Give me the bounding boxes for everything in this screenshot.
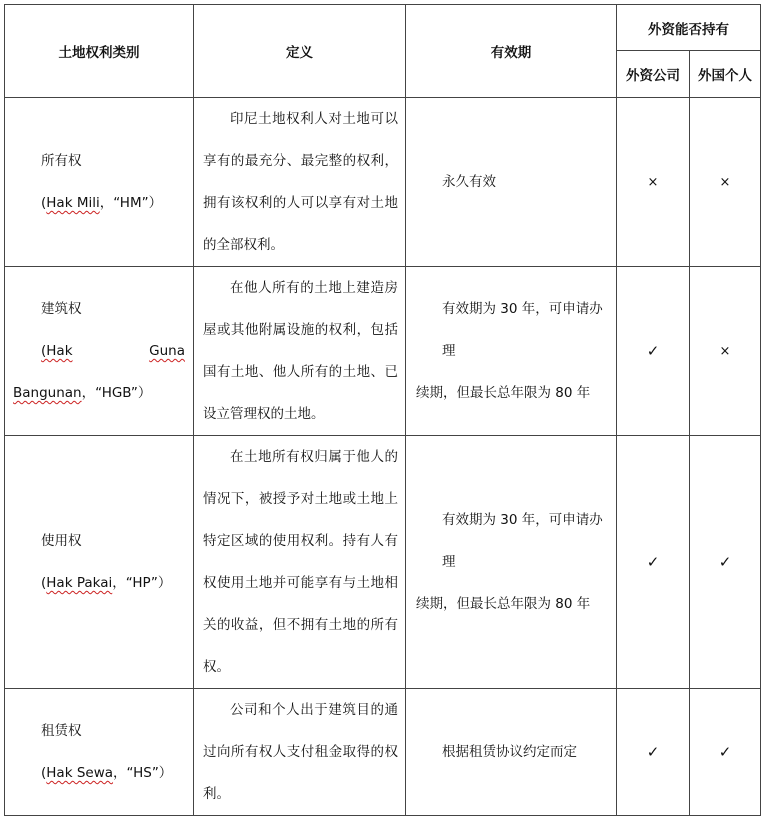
definition-text: 印尼土地权利人对土地可以享有的最充分、最完整的权利，拥有该权利的人可以享有对土地的全部权利。 bbox=[203, 111, 398, 253]
validity-line1: 有效期为 30 年，可申请办理 bbox=[442, 301, 603, 359]
header-category: 土地权利类别 bbox=[5, 5, 194, 98]
individual-eligibility: × bbox=[690, 267, 761, 436]
individual-eligibility: × bbox=[690, 98, 761, 267]
validity-text: 根据租赁协议约定而定 bbox=[442, 744, 577, 760]
definition-text: 在他人所有的土地上建造房屋或其他附属设施的权利，包括国有土地、他人所有的土地、已设立管理权的土地。 bbox=[203, 280, 398, 422]
category-abbr-line1: (Hak Guna bbox=[41, 343, 185, 359]
category-name: 使用权 bbox=[41, 533, 82, 549]
definition-cell bbox=[194, 436, 406, 689]
latin-term: Hak Pakai bbox=[46, 575, 113, 591]
company-eligibility: ✓ bbox=[617, 436, 690, 689]
definition-text: 在土地所有权归属于他人的情况下，被授予对土地或土地上特定区域的使用权利。持有人有权使用土地并可能享有与土地相关的收益，但不拥有土地的所有权。 bbox=[203, 449, 398, 675]
table-row bbox=[5, 267, 761, 436]
validity-line2: 续期，但最长总年限为 80 年 bbox=[416, 385, 591, 401]
validity-cell bbox=[406, 98, 617, 267]
header-foreign-company: 外资公司 bbox=[617, 51, 690, 98]
validity-cell bbox=[406, 436, 617, 689]
category-abbr: (Hak Sewa，“HS”） bbox=[41, 765, 173, 781]
category-cell bbox=[5, 98, 194, 267]
company-eligibility: ✓ bbox=[617, 267, 690, 436]
latin-term: Hak Mili bbox=[46, 195, 100, 211]
validity-line1: 有效期为 30 年，可申请办理 bbox=[442, 512, 603, 570]
company-eligibility: × bbox=[617, 98, 690, 267]
definition-cell bbox=[194, 267, 406, 436]
category-cell bbox=[5, 436, 194, 689]
category-cell bbox=[5, 689, 194, 816]
latin-term: Bangunan bbox=[13, 385, 82, 401]
header-foreign-individual: 外国个人 bbox=[690, 51, 761, 98]
header-definition: 定义 bbox=[194, 5, 406, 98]
land-rights-table bbox=[4, 4, 761, 816]
category-cell bbox=[5, 267, 194, 436]
category-abbr: (Hak Mili，“HM”） bbox=[41, 195, 163, 211]
header-foreign-group: 外资能否持有 bbox=[617, 5, 761, 51]
category-abbr-line2: Bangunan，“HGB”） bbox=[13, 385, 152, 401]
category-abbr: (Hak Pakai，“HP”） bbox=[41, 575, 172, 591]
definition-text: 公司和个人出于建筑目的通过向所有权人支付租金取得的权利。 bbox=[203, 702, 398, 802]
table-row bbox=[5, 98, 761, 267]
latin-term: Hak Sewa bbox=[46, 765, 114, 781]
header-validity: 有效期 bbox=[406, 5, 617, 98]
validity-text: 永久有效 bbox=[442, 174, 496, 190]
individual-eligibility: ✓ bbox=[690, 436, 761, 689]
validity-cell bbox=[406, 267, 617, 436]
validity-cell bbox=[406, 689, 617, 816]
category-name: 所有权 bbox=[41, 153, 82, 169]
definition-cell bbox=[194, 689, 406, 816]
table-row bbox=[5, 689, 761, 816]
category-name: 建筑权 bbox=[41, 301, 82, 317]
category-name: 租赁权 bbox=[41, 723, 82, 739]
table-row bbox=[5, 436, 761, 689]
company-eligibility: ✓ bbox=[617, 689, 690, 816]
definition-cell bbox=[194, 98, 406, 267]
validity-line2: 续期，但最长总年限为 80 年 bbox=[416, 596, 591, 612]
individual-eligibility: ✓ bbox=[690, 689, 761, 816]
